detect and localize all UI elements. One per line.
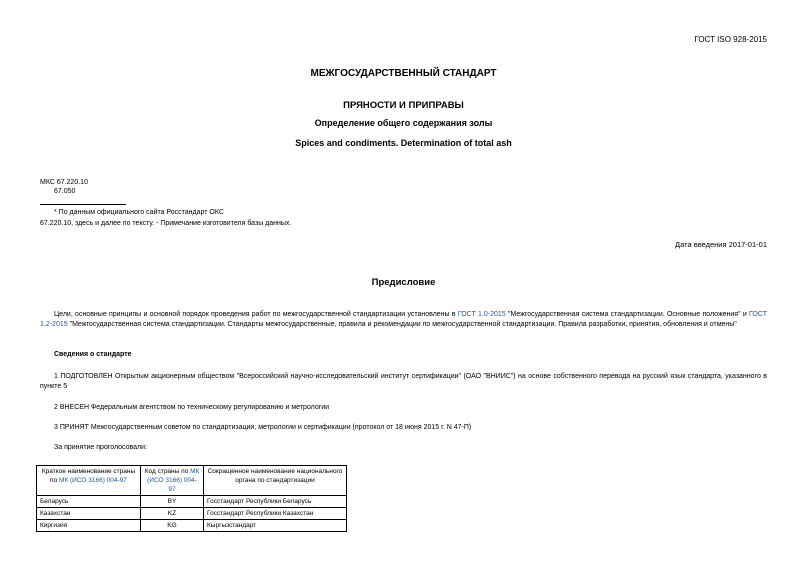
document-title: ПРЯНОСТИ И ПРИПРАВЫ: [343, 100, 464, 111]
body-cell: Госстандарт Республики Казахстан: [204, 508, 347, 520]
code-cell: KZ: [141, 508, 204, 520]
gost-1-0-link[interactable]: ГОСТ 1.0-2015: [457, 311, 506, 318]
votes-table: [36, 465, 347, 532]
column-header-country: [37, 466, 141, 496]
footnote-line: * По данным официального сайта Росстандарт ОКС: [54, 209, 224, 216]
paragraph-text: "Межгосударственная система стандартизации. Основные положения" и: [505, 311, 750, 318]
footnote-divider: [40, 204, 126, 205]
code-cell: KG: [141, 520, 204, 532]
mks-code-secondary: 67.050: [54, 188, 76, 195]
country-cell: Казахстан: [37, 508, 141, 520]
column-header-code: [141, 466, 204, 496]
subtitle-russian: Определение общего содержания золы: [314, 118, 493, 128]
header-text: Краткое наименование страны по: [41, 468, 136, 484]
paragraph-text: "Межгосударственная система стандартизации. Стандарты межгосударственные, правила и рекомендации по межгосударственной стандартизации. Правила разработки, принятия, обновления и отмены": [67, 321, 737, 328]
country-cell: Киргизия: [37, 520, 141, 532]
gost-1-2-link[interactable]: ГОСТ 1.2-2015: [40, 311, 767, 328]
introduction-date: Дата введения 2017-01-01: [675, 240, 767, 249]
subtitle-english: Spices and condiments. Determination of total ash: [295, 138, 512, 148]
table-header-row: [37, 466, 347, 496]
code-cell: BY: [141, 496, 204, 508]
country-cell: Беларусь: [37, 496, 141, 508]
body-cell: Госстандарт Республики Беларусь: [204, 496, 347, 508]
preface-heading: Предисловие: [371, 277, 436, 288]
standard-info-heading: Сведения о стандарте: [54, 351, 132, 358]
footnote-line: 67.220.10, здесь и далее по тексту. - Примечание изготовителя базы данных.: [40, 220, 292, 227]
voted-for-paragraph: За принятие проголосовали:: [54, 444, 147, 451]
table-row: [37, 508, 347, 520]
submitted-by-paragraph: 2 ВНЕСЕН Федеральным агентством по техническому регулированию и метрологии: [54, 404, 330, 411]
standard-type-heading: МЕЖГОСУДАРСТВЕННЫЙ СТАНДАРТ: [310, 68, 497, 79]
preface-paragraph: [40, 310, 767, 330]
adopted-by-paragraph: 3 ПРИНЯТ Межгосударственным советом по стандартизации, метрологии и сертификации (протокол от 18 июня 2015 г. N 47-П): [54, 424, 472, 431]
body-cell: Кыргызстандарт: [204, 520, 347, 532]
table-row: [37, 496, 347, 508]
paragraph-text: Цели, основные принципы и основной порядок проведения работ по межгосударственной стандартизации установлены в: [54, 311, 458, 318]
mks-code: МКС 67.220.10: [40, 179, 88, 186]
column-header-body: Сокращенное наименование национального органа по стандартизации: [204, 466, 347, 496]
header-text: Код страны по: [144, 468, 191, 475]
prepared-by-paragraph: 1 ПОДГОТОВЛЕН Открытым акционерным обществом "Всероссийский научно-исследовательский институт сертификации" (ОАО "ВНИИС") на основе собственного перевода на русский язык стандарта, указанного в пункте 5: [40, 373, 767, 390]
table-row: [37, 520, 347, 532]
mk-iso-3166-link[interactable]: МК (ИСО 3166) 004-97: [59, 477, 127, 484]
mk-iso-3166-link[interactable]: МК (ИСО 3166) 004-97: [147, 468, 200, 493]
document-code: ГОСТ ISO 928-2015: [694, 35, 767, 44]
